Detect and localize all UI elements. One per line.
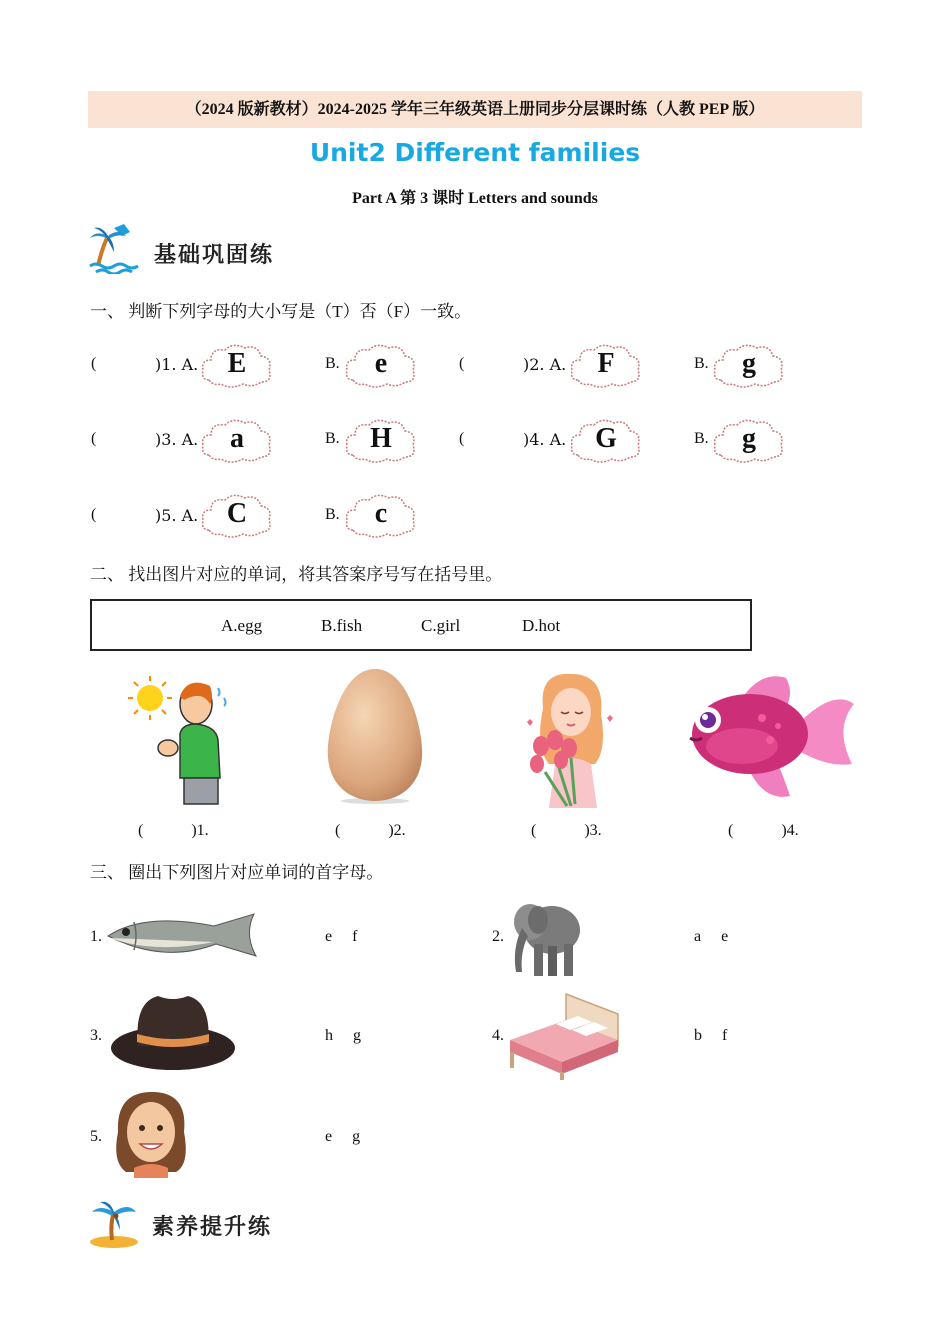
q2-blank-2[interactable]: ( )2. xyxy=(335,822,406,839)
q3-title: 三、 圈出下列图片对应单词的首字母。 xyxy=(90,863,384,882)
section-title-advanced: 素养提升练 xyxy=(152,1215,273,1240)
q3-item-3-num: 3. xyxy=(90,1027,102,1044)
header-text: （2024 版新教材）2024-2025 学年三年级英语上册同步分层课时练（人教 PEP 版） xyxy=(185,101,765,118)
q2-title: 二、 找出图片对应的单词，将其答案序号写在括号里。 xyxy=(90,565,503,584)
q3-item-3-choices[interactable]: h g xyxy=(325,1027,361,1044)
q1-item-3-label: )3. A. xyxy=(155,430,199,449)
cloud-bubble xyxy=(199,340,275,394)
q3-item-2-choices[interactable]: a e xyxy=(694,928,729,945)
q1-item-2-b-letter: g xyxy=(742,348,756,379)
q1-item-1-a-letter: E xyxy=(227,348,247,379)
q3-item-1-choices[interactable]: e f xyxy=(325,928,358,945)
q1-item-4-label: )4. A. xyxy=(523,430,567,449)
q1-item-5-a-letter: C xyxy=(226,498,248,529)
unit-title: Unit2 Different families xyxy=(309,138,641,167)
q3-item-5-choices[interactable]: e g xyxy=(325,1128,361,1145)
q1-label-b: B. xyxy=(694,355,709,372)
cloud-bubble xyxy=(568,340,644,394)
q3-item-5-num: 5. xyxy=(90,1128,102,1145)
q1-paren-open: ( xyxy=(459,430,465,447)
word-option-c: C.girl xyxy=(421,616,461,635)
bed-picture xyxy=(506,990,624,1084)
cloud-bubble xyxy=(711,340,787,394)
q2-blank-1[interactable]: ( )1. xyxy=(138,822,209,839)
q1-paren-open: ( xyxy=(91,430,97,447)
cloud-bubble xyxy=(568,415,644,469)
q1-label-b: B. xyxy=(325,506,340,523)
section-title-basic: 基础巩固练 xyxy=(154,243,275,268)
q1-item-2-label: )2. A. xyxy=(523,355,567,374)
q2-blank-4[interactable]: ( )4. xyxy=(728,822,799,839)
q1-item-5-b-letter: c xyxy=(374,498,388,529)
girl-face-picture xyxy=(110,1088,192,1182)
hat-picture xyxy=(108,992,238,1078)
q1-item-1-b-letter: e xyxy=(374,348,388,379)
q1-label-b: B. xyxy=(325,355,340,372)
q1-item-2-a-letter: F xyxy=(597,348,615,379)
q1-paren-open: ( xyxy=(91,355,97,372)
q1-label-b: B. xyxy=(694,430,709,447)
q2-blank-3[interactable]: ( )3. xyxy=(531,822,602,839)
cloud-bubble xyxy=(199,490,275,544)
cloud-bubble xyxy=(343,415,419,469)
palm-tree-icon xyxy=(88,222,140,274)
sea-bass-picture xyxy=(104,906,260,968)
cloud-bubble xyxy=(711,415,787,469)
q3-item-1-num: 1. xyxy=(90,928,102,945)
q1-item-4-a-letter: G xyxy=(595,423,617,454)
egg-picture xyxy=(320,665,430,809)
cloud-bubble xyxy=(343,340,419,394)
girl-picture xyxy=(515,668,625,812)
q1-item-4-b-letter: g xyxy=(742,423,756,454)
word-option-a: A.egg xyxy=(221,616,263,635)
q3-item-2-num: 2. xyxy=(492,928,504,945)
q3-item-4-num: 4. xyxy=(492,1027,504,1044)
q1-item-3-b-letter: H xyxy=(370,423,392,454)
q1-item-5-label: )5. A. xyxy=(155,506,199,525)
q3-item-4-choices[interactable]: b f xyxy=(694,1027,728,1044)
q1-item-3-a-letter: a xyxy=(230,423,244,454)
word-option-d: D.hot xyxy=(522,616,561,635)
q1-paren-open: ( xyxy=(91,506,97,523)
elephant-picture xyxy=(508,892,582,984)
q1-item-1-label: )1. A. xyxy=(155,355,199,374)
island-palm-icon xyxy=(88,1198,140,1250)
q1-label-b: B. xyxy=(325,430,340,447)
word-option-b: B.fish xyxy=(321,616,363,635)
cloud-bubble xyxy=(199,415,275,469)
q1-title: 一、 判断下列字母的大小写是（T）否（F）一致。 xyxy=(90,302,472,321)
q1-paren-open: ( xyxy=(459,355,465,372)
fish-picture xyxy=(682,668,858,812)
part-title: Part A 第 3 课时 Letters and sounds xyxy=(352,190,598,207)
hot-boy-picture xyxy=(118,668,238,812)
cloud-bubble xyxy=(343,490,419,544)
